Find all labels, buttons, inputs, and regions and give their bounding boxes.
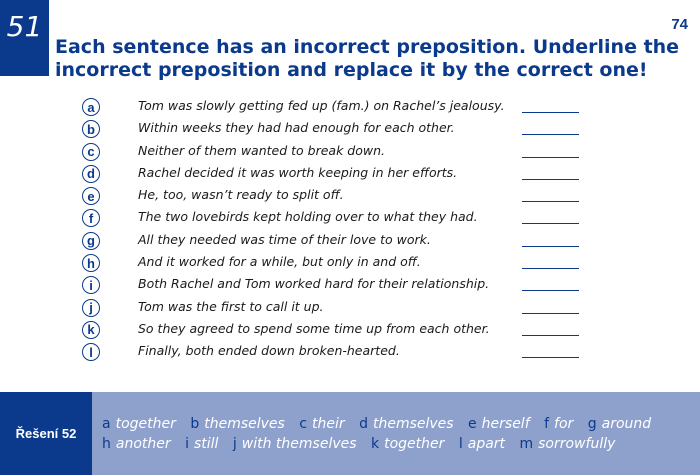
answer-blank[interactable] [522,112,579,113]
answer-letter: m [519,436,534,452]
answer-letter: c [299,416,307,432]
page-number: 74 [671,16,688,33]
item-letter-badge: d [82,165,100,183]
answer-text: sorrowfully [538,436,616,452]
solution-row-1 [102,414,661,434]
answer-blank[interactable] [522,179,579,180]
item-sentence: Rachel decided it was worth keeping in her efforts. [138,164,458,180]
exercise-item [82,96,602,118]
answer-text: their [312,416,345,432]
answer-letter: d [359,416,368,432]
exercise-item [82,163,602,185]
item-letter-badge: h [82,254,100,272]
solution-answer [102,436,171,452]
solution-row-2 [102,434,661,454]
solution-answer [371,436,444,452]
solution-footer [0,392,700,475]
item-letter-badge: c [82,143,100,161]
answer-letter: i [185,436,189,452]
item-sentence: All they needed was time of their love to work. [138,231,431,247]
answer-blank[interactable] [522,290,579,291]
title-line-2: incorrect preposition and replace it by the correct one! [55,59,648,81]
item-letter-badge: i [82,276,100,294]
item-sentence: Finally, both ended down broken-hearted. [138,343,400,359]
answer-text: still [193,436,219,452]
item-letter-badge: g [82,232,100,250]
answer-letter: k [370,436,380,452]
answer-letter: h [102,436,111,452]
answer-letter: b [190,416,200,432]
item-letter-badge: j [82,299,100,317]
answer-blank[interactable] [522,201,579,202]
item-letter-badge: e [82,187,100,205]
solution-answer [459,436,505,452]
item-sentence: He, too, wasn’t ready to split off. [138,187,344,203]
solution-label: Řešení 52 [0,392,92,475]
solution-answer [190,416,285,432]
answer-blank[interactable] [522,357,579,358]
solution-answer [102,416,176,432]
answer-text: together [115,416,176,432]
exercise-item [82,274,602,296]
exercise-item [82,297,602,319]
answer-text: another [115,436,171,452]
answer-blank[interactable] [522,313,579,314]
answer-text: apart [467,436,506,452]
instructions-title [55,36,680,82]
exercise-item [82,319,602,341]
exercise-item [82,185,602,207]
solution-answer [468,416,530,432]
exercise-items [82,96,602,364]
answer-blank[interactable] [522,134,579,135]
item-sentence: And it worked for a while, but only in and off. [138,254,421,270]
answer-text: together [384,436,445,452]
exercise-item [82,341,602,363]
solution-answer [233,436,357,452]
solution-answer [588,416,651,432]
item-sentence: Within weeks they had had enough for each other. [138,120,455,136]
answer-text: themselves [204,416,285,432]
item-sentence: Neither of them wanted to break down. [138,142,385,158]
item-sentence: So they agreed to spend some time up from each other. [138,320,490,336]
answer-text: around [601,416,652,432]
answer-text: herself [481,416,530,432]
exercise-item [82,230,602,252]
exercise-item [82,207,602,229]
answer-blank[interactable] [522,157,579,158]
solution-answer [359,416,454,432]
item-letter-badge: l [82,343,100,361]
solution-answer [544,416,573,432]
answer-text: for [554,416,574,432]
exercise-item [82,141,602,163]
item-letter-badge: f [82,209,100,227]
answer-text: with themselves [241,436,357,452]
answer-letter: e [468,416,477,432]
item-sentence: Tom was slowly getting fed up (fam.) on Rachel’s jealousy. [138,98,505,113]
item-letter-badge: b [82,120,100,138]
exercise-item [82,118,602,140]
item-letter-badge: a [82,98,100,116]
solution-answer [519,436,615,452]
title-line-1: Each sentence has an incorrect preposition. Underline the [55,36,680,58]
answer-text: themselves [372,416,454,432]
answer-letter: f [544,416,550,432]
item-sentence: Both Rachel and Tom worked hard for their relationship. [138,276,490,292]
item-sentence: The two lovebirds kept holding over to what they had. [138,209,478,225]
answer-blank[interactable] [522,246,579,247]
answer-blank[interactable] [522,268,579,269]
answer-blank[interactable] [522,335,579,336]
answer-letter: g [587,416,597,432]
exercise-number: 51 [0,0,49,76]
exercise-item [82,252,602,274]
solution-answers [102,414,661,454]
item-letter-badge: k [82,321,100,339]
answer-blank[interactable] [522,223,579,224]
answer-letter: l [458,436,463,452]
item-sentence: Tom was the first to call it up. [138,298,324,314]
answer-letter: a [102,416,111,432]
solution-answer [185,436,218,452]
answer-letter: j [232,436,237,452]
solution-answer [299,416,344,432]
